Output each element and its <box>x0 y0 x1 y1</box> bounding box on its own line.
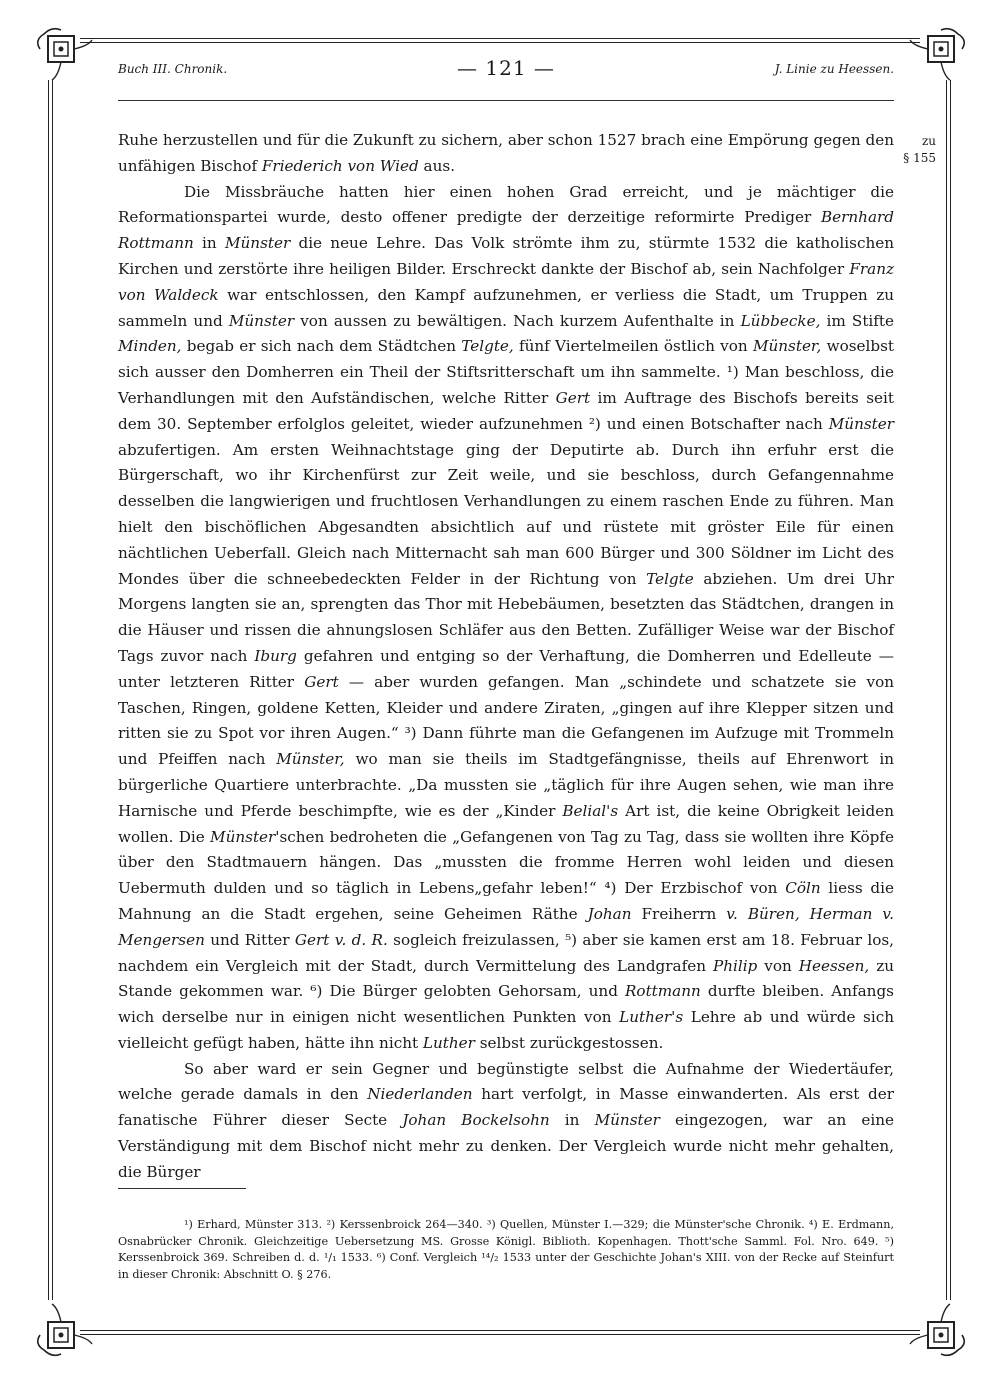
main-text <box>118 128 894 1186</box>
frame-left-inner <box>52 80 53 1300</box>
header-book-title: Buch III. Chronik. <box>118 62 228 76</box>
paragraph-1: Ruhe herzustellen und für die Zukunft zu sichern, aber schon 1527 brach eine Empörung gegen den unfähigen Bischof Friederich von Wied aus. <box>118 131 894 175</box>
page-number: — 121 — <box>457 56 555 80</box>
running-header <box>118 58 894 88</box>
paragraph-2: Die Missbräuche hatten hier einen hohen Grad erreicht, und je mächtiger die Reformationspartei wurde, desto offener predigte der derzeitige reformirte Prediger Bernhard Rottmann in Münster die neue Lehre. Das Volk strömte ihm zu, stürmte 1532 die katholischen Kirchen und zerstörte ihre heiligen Bilder. Erschreckt dankte der Bischof ab, sein Nachfolger Franz von Waldeck war entschlossen, den Kampf aufzunehmen, er verliess die Stadt, um Truppen zu sammeln und Münster von aussen zu bewältigen. Nach kurzem Aufenthalte in Lübbecke, im Stifte Minden, begab er sich nach dem Städtchen Telgte, fünf Viertelmeilen östlich von Münster, woselbst sich ausser den Domherren ein Theil der Stiftsritterschaft um ihn sammelte. ¹) Man beschloss, die Verhandlungen mit den Aufständischen, welche Ritter Gert im Auftrage des Bischofs bereits seit dem 30. September erfolglos geleitet, wieder aufzunehmen ²) und einen Botschafter nach Münster abzufertigen. Am ersten Weihnachtstage ging der Deputirte ab. Durch ihn erfuhr erst die Bürgerschaft, wo ihr Kirchenfürst zur Zeit weile, und sie beschloss, durch Gefangennahme desselben die langwierigen und fruchtlosen Verhandlungen zu einem raschen Ende zu führen. Man hielt den bischöflichen Abgesandten absichtlich auf und rüstete mit gröster Eile für einen nächtlichen Ueberfall. Gleich nach Mitternacht sah man 600 Bürger und 300 Söldner im Licht des Mondes über die schneebedeckten Felder in der Richtung von Telgte abziehen. Um drei Uhr Morgens langten sie an, sprengten das Thor mit Hebebäumen, besetzten das Städtchen, drangen in die Häuser und rissen die ahnungslosen Schläfer aus den Betten. Zufälliger Weise war der Bischof Tags zuvor nach Iburg gefahren und entging so der Verhaftung, die Domherren und Edelleute — unter letzteren Ritter Gert — aber wurden gefangen. Man „schindete und schatzete sie von Taschen, Ringen, goldene Ketten, Kleider und andere Ziraten, „gingen auf ihre Klepper sitzen und ritten sie zu Spot vor ihren Augen.“ ³) Dann führte man die Gefangenen im Aufzuge mit Trommeln und Pfeiffen nach Münster, wo man sie theils im Stadtgefängnisse, theils auf Ehrenwort in bürgerliche Quartiere unterbrachte. „Da mussten sie „täglich für ihre Augen sehen, wie man ihre Harnische und Pferde beschimpfte, wie es der „Kinder Belial's Art ist, die keine Obrigkeit leiden wollen. Die Münster'schen bedroheten die „Gefangenen von Tag zu Tag, dass sie wollten ihre Köpfe über den Stadtmauern hängen. Das „mussten die fromme Herren wohl leiden und diesen Uebermuth dulden und so täglich in Lebens„gefahr leben!“ ⁴) Der Erzbischof von Cöln liess die Mahnung an die Stadt ergehen, seine Geheimen Räthe Johan Freiherrn v. Büren, Herman v. Mengersen und Ritter Gert v. d. R. sogleich freizulassen, ⁵) aber sie kamen erst am 18. Februar los, nachdem ein Vergleich mit der Stadt, durch Vermittelung des Landgrafen Philip von Heessen, zu Stande gekommen war. ⁶) Die Bürger gelobten Gehorsam, und Rottmann durfte bleiben. Anfangs wich derselbe nur in einigen nicht wesentlichen Punkten von Luther's Lehre ab und würde sich vielleicht gefügt haben, hätte ihn nicht Luther selbst zurückgestossen. <box>118 182 895 1052</box>
margin-note <box>900 133 936 167</box>
frame-bottom-inner <box>80 1334 920 1335</box>
frame-top <box>80 38 920 39</box>
margin-note-line2: § 155 <box>903 151 936 165</box>
footnote-divider <box>118 1188 246 1189</box>
ornament-bottom-right-icon <box>902 1296 972 1366</box>
header-divider <box>118 100 894 101</box>
margin-note-line1: zu <box>921 134 936 148</box>
footnotes <box>118 1217 894 1283</box>
ornament-top-right-icon <box>902 18 972 88</box>
header-section-title: J. Linie zu Heessen. <box>774 62 894 76</box>
frame-bottom <box>80 1330 920 1331</box>
footnote-text: ¹) Erhard, Münster 313. ²) Kerssenbroick 264—340. ³) Quellen, Münster I.—329; die Münster'sche Chronik. ⁴) E. Erdmann, Osnabrücker Chronik. Gleichzeitige Uebersetzung MS. Grosse Königl. Biblioth. Kopenhagen. Thott'sche Samml. Fol. Nro. 649. ⁵) Kerssenbroick 369. Schreiben d. d. ¹/₁ 1533. ⁶) Conf. Vergleich ¹⁴/₂ 1533 unter der Geschichte Johan's XIII. von der Recke auf Steinfurt in dieser Chronik: Abschnitt O. § 276. <box>118 1218 894 1281</box>
ornament-top-left-icon <box>30 18 100 88</box>
frame-right-inner <box>950 80 951 1300</box>
frame-left <box>48 80 49 1300</box>
frame-right <box>946 80 947 1300</box>
ornament-bottom-left-icon <box>30 1296 100 1366</box>
frame-top-inner <box>80 42 920 43</box>
paragraph-3: So aber ward er sein Gegner und begünstigte selbst die Aufnahme der Wiedertäufer, welche gerade damals in den Niederlanden hart verfolgt, in Masse einwanderten. Als erst der fanatische Führer dieser Secte Johan Bockelsohn in Münster eingezogen, war an eine Verständigung mit dem Bischof nicht mehr zu denken. Der Vergleich wurde nicht mehr gehalten, die Bürger <box>118 1059 894 1181</box>
